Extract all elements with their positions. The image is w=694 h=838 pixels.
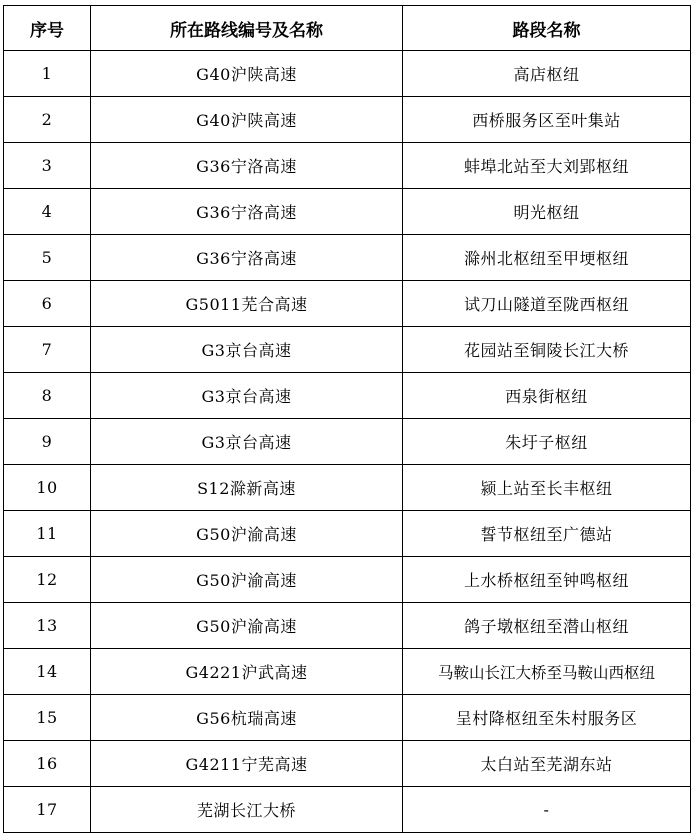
table-row <box>4 649 691 695</box>
row-section-cell: 朱圩子枢纽 <box>403 419 691 465</box>
table-row <box>4 787 691 833</box>
table-row <box>4 373 691 419</box>
row-section-cell: 明光枢纽 <box>403 189 691 235</box>
row-route-cell: G36宁洛高速 <box>91 235 403 281</box>
row-route-cell: G56杭瑞高速 <box>91 695 403 741</box>
row-index-cell: 5 <box>4 235 91 281</box>
row-index-cell: 8 <box>4 373 91 419</box>
table-row <box>4 189 691 235</box>
row-route-cell: 芜湖长江大桥 <box>91 787 403 833</box>
table-row <box>4 695 691 741</box>
row-index-cell: 16 <box>4 741 91 787</box>
row-index-cell: 12 <box>4 557 91 603</box>
row-section-cell: 高店枢纽 <box>403 51 691 97</box>
row-index-cell: 4 <box>4 189 91 235</box>
table-row <box>4 511 691 557</box>
table-row <box>4 327 691 373</box>
row-section-cell: 滁州北枢纽至甲埂枢纽 <box>403 235 691 281</box>
table-row <box>4 97 691 143</box>
header-section: 路段名称 <box>403 6 691 51</box>
row-section-cell: 鸽子墩枢纽至潜山枢纽 <box>403 603 691 649</box>
row-route-cell: G36宁洛高速 <box>91 143 403 189</box>
row-route-cell: G40沪陕高速 <box>91 51 403 97</box>
table-row <box>4 51 691 97</box>
table-row <box>4 281 691 327</box>
row-route-cell: G50沪渝高速 <box>91 603 403 649</box>
row-index-cell: 3 <box>4 143 91 189</box>
row-route-cell: G50沪渝高速 <box>91 557 403 603</box>
row-route-cell: G36宁洛高速 <box>91 189 403 235</box>
row-route-cell: G3京台高速 <box>91 373 403 419</box>
row-index-cell: 15 <box>4 695 91 741</box>
row-section-cell: - <box>403 787 691 833</box>
row-section-cell: 颍上站至长丰枢纽 <box>403 465 691 511</box>
row-section-cell: 誓节枢纽至广德站 <box>403 511 691 557</box>
table-row <box>4 465 691 511</box>
row-index-cell: 9 <box>4 419 91 465</box>
header-route: 所在路线编号及名称 <box>91 6 403 51</box>
row-section-cell: 西泉街枢纽 <box>403 373 691 419</box>
row-route-cell: G40沪陕高速 <box>91 97 403 143</box>
row-section-cell: 马鞍山长江大桥至马鞍山西枢纽 <box>403 649 691 695</box>
row-index-cell: 2 <box>4 97 91 143</box>
row-section-cell: 太白站至芜湖东站 <box>403 741 691 787</box>
row-route-cell: G50沪渝高速 <box>91 511 403 557</box>
table-row <box>4 235 691 281</box>
table-header-row <box>4 6 691 51</box>
table-row <box>4 603 691 649</box>
row-section-cell: 西桥服务区至叶集站 <box>403 97 691 143</box>
table-row <box>4 741 691 787</box>
table-row <box>4 419 691 465</box>
row-section-cell: 上水桥枢纽至钟鸣枢纽 <box>403 557 691 603</box>
row-section-cell: 花园站至铜陵长江大桥 <box>403 327 691 373</box>
row-route-cell: G3京台高速 <box>91 327 403 373</box>
row-section-cell: 试刀山隧道至陇西枢纽 <box>403 281 691 327</box>
row-route-cell: G4211宁芜高速 <box>91 741 403 787</box>
header-index: 序号 <box>4 6 91 51</box>
row-route-cell: S12滁新高速 <box>91 465 403 511</box>
table-row <box>4 557 691 603</box>
row-section-cell: 蚌埠北站至大刘郢枢纽 <box>403 143 691 189</box>
row-route-cell: G4221沪武高速 <box>91 649 403 695</box>
row-index-cell: 13 <box>4 603 91 649</box>
row-section-cell: 呈村降枢纽至朱村服务区 <box>403 695 691 741</box>
row-index-cell: 14 <box>4 649 91 695</box>
row-index-cell: 10 <box>4 465 91 511</box>
road-sections-table <box>3 5 691 833</box>
row-route-cell: G3京台高速 <box>91 419 403 465</box>
row-index-cell: 17 <box>4 787 91 833</box>
row-route-cell: G5011芜合高速 <box>91 281 403 327</box>
table-row <box>4 143 691 189</box>
row-index-cell: 11 <box>4 511 91 557</box>
table-body <box>4 51 691 833</box>
row-index-cell: 6 <box>4 281 91 327</box>
row-index-cell: 1 <box>4 51 91 97</box>
row-index-cell: 7 <box>4 327 91 373</box>
